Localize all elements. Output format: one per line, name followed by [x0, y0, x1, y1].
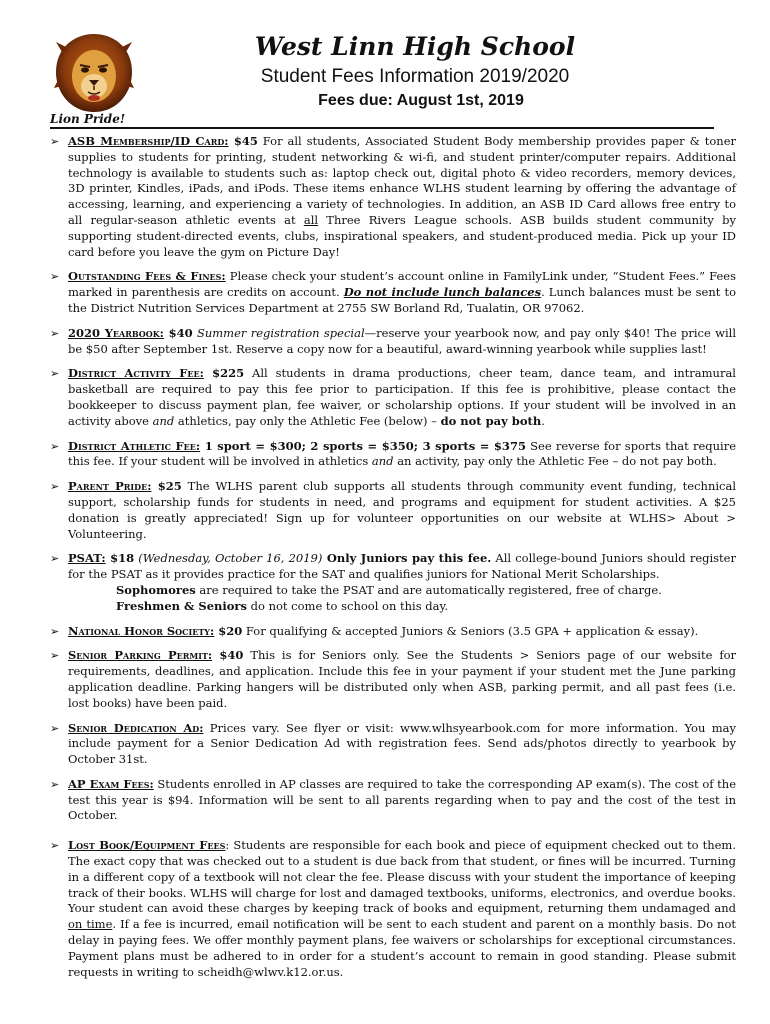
fee-heading: Parent Pride:: [68, 479, 152, 494]
fee-text-2: athletics, pay only the Athletic Fee (below) –: [174, 413, 441, 428]
fee-heading: National Honor Society:: [68, 623, 215, 638]
bullet-arrow-icon: ➢: [50, 552, 60, 566]
fee-italic: Summer registration special: [192, 325, 365, 340]
fee-item-athletic: [50, 439, 736, 471]
fee-text-2: . Lunch balances must be sent to the District Nutrition Services Department at 2755 SW Borland Rd, Tualatin, OR 97062.: [68, 285, 736, 315]
fee-heading: AP Exam Fees:: [68, 776, 154, 791]
fee-price: $20: [214, 623, 243, 638]
fee-italic: (Wednesday, October 16, 2019): [134, 551, 323, 566]
fee-text: For all students, Associated Student Body membership provides paper & toner supplies to students for printing, student networking & wi-fi, and student printer/computer repairs. Additional technology is available to students such as: laptop check out, digital photo & video recorders, memory devices, 3D printer, Kindles, iPads, and iPods. These items enhance WLHS student learning by offering the advantage of accessing, learning, and experiencing a variety of technologies. In addition, an ASB ID Card allows free entry to all regular-season athletic events at: [68, 134, 736, 227]
fee-list: [50, 134, 736, 989]
fee-price: $18: [105, 551, 135, 566]
psat-sophomores-note: [68, 583, 736, 599]
bullet-arrow-icon: ➢: [50, 839, 60, 853]
fee-italic: and: [371, 454, 394, 469]
fee-heading: District Activity Fee:: [68, 366, 204, 381]
fee-text-2: . If a fee is incurred, email notification will be sent to each student and parent on a monthly basis. Do not delay in paying fees. We offer monthly payment plans, fee waivers or scholarships for exceptional circumstances. Payment plans must be adhered to in order for a student’s account to remain in good standing. Please submit requests in writing to scheidh@wlwv.k12.or.us.: [68, 917, 736, 979]
fee-price: $40: [212, 648, 244, 663]
fee-heading: District Athletic Fee:: [68, 438, 201, 453]
fee-text: Students enrolled in AP classes are required to take the corresponding AP exam(s). The cost of the test this year is $94. Information will be sent to all parents regarding when to pay and the cost of the test in October.: [68, 776, 736, 823]
fee-heading: Senior Dedication Ad:: [68, 720, 204, 735]
fee-heading: ASB Membership/ID Card:: [68, 134, 229, 148]
fee-text: For qualifying & accepted Juniors & Seniors (3.5 GPA + application & essay).: [242, 623, 699, 638]
fee-heading: Outstanding Fees & Fines:: [68, 269, 226, 284]
page-subtitle: Student Fees Information 2019/2020: [260, 66, 570, 87]
fee-item-asb: [50, 134, 736, 260]
fee-item-parking: [50, 648, 736, 711]
fee-item-dedication: [50, 721, 736, 768]
fee-heading: 2020 Yearbook:: [68, 325, 164, 340]
bullet-arrow-icon: ➢: [50, 777, 60, 791]
fee-price: $25: [151, 479, 182, 494]
fee-underline: on time: [68, 917, 113, 932]
fee-item-lost-books: [50, 838, 736, 980]
fee-text: —reserve your yearbook now, and pay only $40! The price will be $50 after September 1st. Reserve a copy now for a beautiful, award-winning yearbook while supplies last!: [68, 325, 736, 356]
fee-text: : Students are responsible for each book and piece of equipment checked out to them. The exact copy that was checked out to a student is due back from that student, or fines will be incurred. Turning in a different copy of a textbook will not clear the fee. Please discuss with your student the importance of keeping track of their books. WLHS will charge for lost and damaged textbooks, uniforms, electronics, and overdue books. Your student can avoid these charges by keeping track of books and equipment, returning them undamaged and: [68, 838, 736, 916]
fee-heading: Lost Book/Equipment Fees: [68, 838, 226, 853]
fee-text: The WLHS parent club supports all students through community event funding, technical support, scholarship funds for students in need, and programs and equipment for student activities. A $25 donation is greatly appreciated! Sign up for volunteer opportunities on our website at WLHS> About > Volunteering.: [68, 479, 736, 541]
fee-bold: do not pay both: [440, 413, 542, 428]
fee-text-2: an activity, pay only the Athletic Fee – do not pay both.: [393, 454, 717, 469]
fee-italic: and: [152, 413, 175, 428]
fee-text: Prices vary. See flyer or visit: www.wlhsyearbook.com for more information. You may include payment for a Senior Dedication Ad with registration fees. Send ads/photos directly to yearbook by October 31st.: [68, 720, 736, 767]
fee-item-parent-pride: [50, 479, 736, 542]
fee-item-nhs: [50, 624, 736, 640]
psat-freshmen-note: [68, 599, 736, 615]
fee-heading: Senior Parking Permit:: [68, 648, 213, 663]
fee-bold: Freshmen & Seniors: [116, 598, 247, 613]
fee-heading: PSAT:: [68, 551, 106, 566]
fee-item-yearbook: [50, 326, 736, 358]
fee-price: 1 sport = $300; 2 sports = $350; 3 sports = $375: [200, 438, 526, 453]
fee-text: See reverse for sports that require this fee. If your student will be involved in athletics: [68, 438, 736, 469]
fee-emphasis: Do not include lunch balances: [343, 285, 542, 300]
fee-price: $225: [203, 366, 245, 381]
fee-text: are required to take the PSAT and are automatically registered, free of charge.: [195, 582, 662, 597]
fee-bold: Only Juniors pay this fee.: [322, 551, 492, 566]
bullet-arrow-icon: ➢: [50, 480, 60, 494]
fee-text: do not come to school on this day.: [246, 598, 449, 613]
fee-text-2: Three Rivers League schools. ASB builds student community by supporting student-directed events, clubs, inspirational speakers, and student-produced media. Pick up your ID card before you leave the gym on Picture Day!: [68, 212, 736, 259]
fee-item-psat: [50, 551, 736, 614]
bullet-arrow-icon: ➢: [50, 439, 60, 453]
fee-underline: all: [303, 212, 319, 227]
bullet-arrow-icon: ➢: [50, 721, 60, 735]
fee-text: All college-bound Juniors should register for the PSAT as it provides practice for the SAT and qualifies juniors for National Merit Scholarships.: [68, 551, 736, 582]
due-date: Fees due: August 1st, 2019: [318, 92, 524, 109]
fee-text: All students in drama productions, cheer team, dance team, and intramural basketball are required to pay this fee prior to participation. If this fee is prohibitive, please contact the bookkeeper to discuss payment plan, fee waiver, or scholarship options. If your student will be involved in an activity above: [68, 366, 736, 428]
fee-text: Please check your student’s account online in FamilyLink under, “Student Fees.” Fees marked in parenthesis are credits on account.: [68, 269, 736, 300]
bullet-arrow-icon: ➢: [50, 270, 60, 284]
bullet-arrow-icon: ➢: [50, 649, 60, 663]
fee-bold: Sophomores: [116, 582, 196, 597]
fee-text: This is for Seniors only. See the Students > Seniors page of our website for requirements, deadlines, and application. Include this fee in your payment if your student met the June parking application deadline. Parking hangers will be distributed only when ASB, parking permit, and all past fees (i.e. lost books) have been paid.: [68, 648, 737, 710]
bullet-arrow-icon: ➢: [50, 367, 60, 381]
fee-price: $45: [228, 134, 258, 148]
fee-price: $40: [163, 325, 193, 340]
fee-text-3: .: [541, 413, 545, 428]
fee-item-activity: [50, 366, 736, 429]
tagline: Lion Pride!: [50, 112, 126, 126]
page-title: West Linn High School: [254, 32, 576, 61]
fee-item-outstanding: [50, 269, 736, 316]
header-divider: [50, 127, 714, 129]
fee-item-ap: [50, 777, 736, 824]
bullet-arrow-icon: ➢: [50, 135, 60, 148]
bullet-arrow-icon: ➢: [50, 326, 60, 340]
bullet-arrow-icon: ➢: [50, 624, 60, 638]
